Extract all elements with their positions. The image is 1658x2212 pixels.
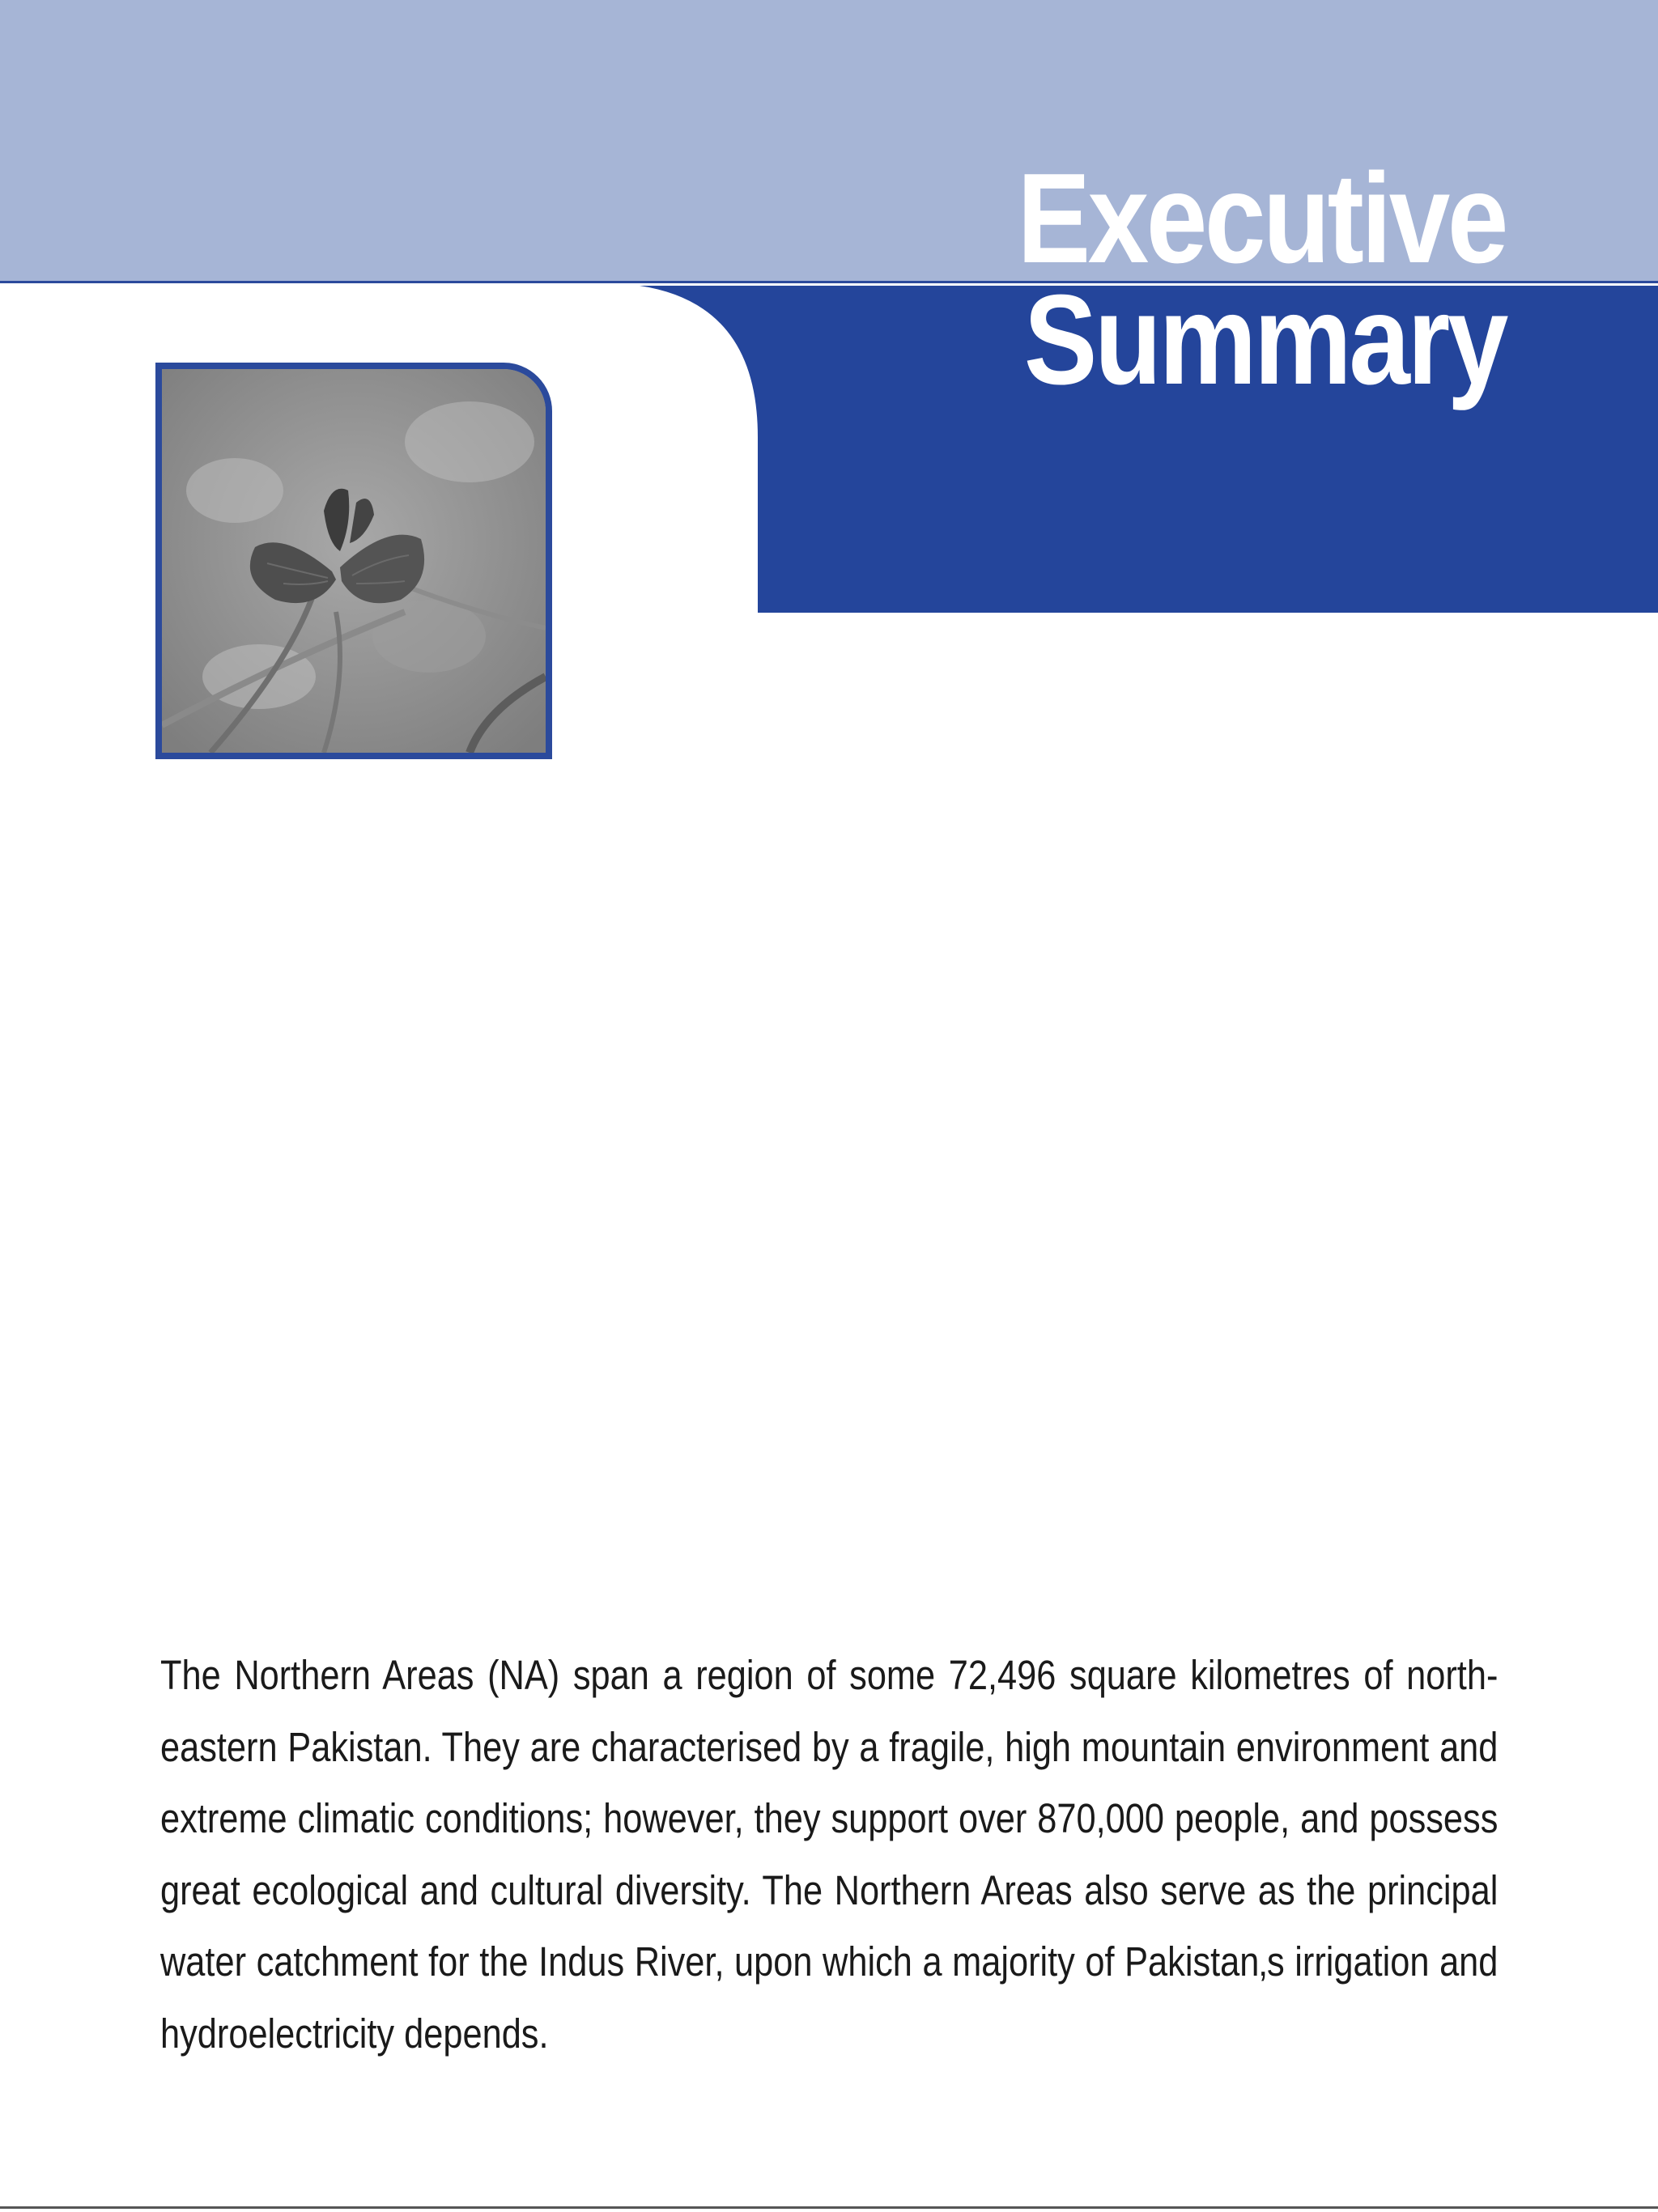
- summary-paragraph: The Northern Areas (NA) span a region of some 72,496 square kilometres of north-eastern Pakistan. They are characterised by a fragile, high mountain environment and extreme climatic conditions; however, they support over 870,000 people, and possess great ecological and cultural diversity. The Northern Areas also serve as the principal water catchment for the Indus River, upon which a majority of Pakistan‚s irrigation and hydroelectricity depends.: [160, 1652, 1499, 2057]
- flower-photo: [155, 363, 552, 759]
- flower-photo-image: [162, 369, 546, 753]
- title-line-1: Executive: [1017, 147, 1506, 290]
- page-title: [907, 147, 1506, 411]
- title-line-2: Summary: [1023, 269, 1506, 411]
- bottom-divider: [0, 2206, 1658, 2209]
